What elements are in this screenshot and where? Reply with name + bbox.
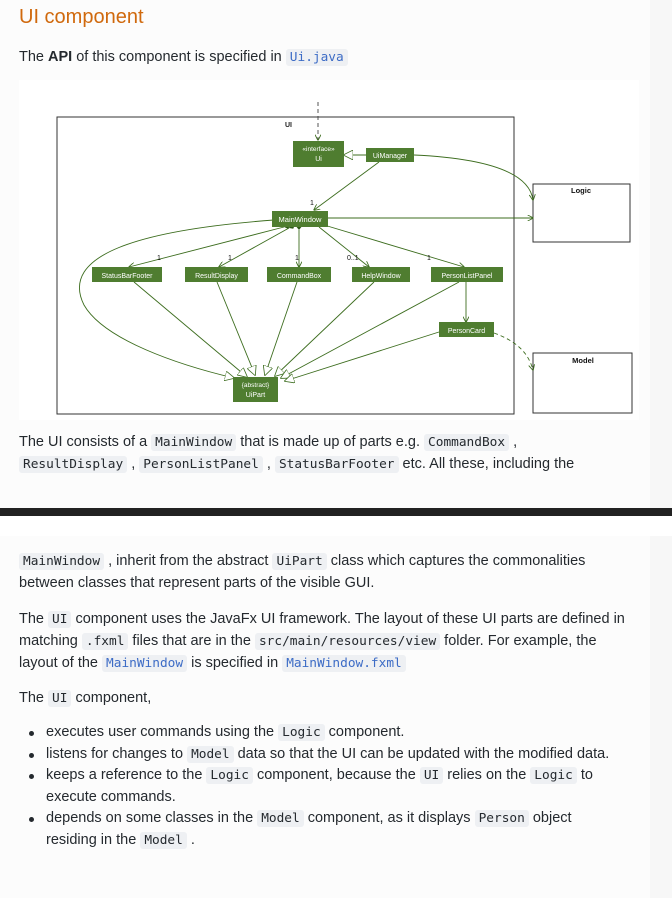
bullet3-text: keeps a reference to the <box>46 767 207 783</box>
bullet4-text: depends on some classes in the <box>46 810 258 826</box>
statusbarfooter-node <box>92 267 162 282</box>
mainwindow-name: MainWindow <box>278 215 322 224</box>
multiplicity-personlistpanel: 1 <box>427 255 431 262</box>
code-logic-2: Logic <box>206 767 253 784</box>
uipart-name: UiPart <box>245 392 266 399</box>
ui-java-link[interactable]: Ui.java <box>286 49 348 66</box>
commandbox-node <box>267 267 331 282</box>
intro-text: The <box>19 49 49 65</box>
para1-text-2: that is made up of parts e.g. <box>236 434 425 450</box>
para1-text-4: , <box>127 456 140 472</box>
model-package-label: Model <box>572 356 594 365</box>
resultdisplay-node <box>185 267 248 282</box>
para2-text: , inherit from the abstract <box>104 553 273 569</box>
bullet3-text-5: execute commands. <box>46 788 176 805</box>
personlistpanel-node <box>431 267 503 282</box>
bullet1-text: executes user commands using the <box>46 724 279 740</box>
mainwindow-node <box>272 211 328 227</box>
para3-text-6: layout of the <box>19 655 103 671</box>
bullet4-text-2: component, as it displays <box>303 810 475 826</box>
code-mainwindow: MainWindow <box>151 434 236 451</box>
para3-text-4: files that are in the <box>128 633 255 649</box>
mainwindow-fxml-link[interactable]: MainWindow.fxml <box>282 655 406 672</box>
bullet4-text-4: residing in the <box>46 831 141 848</box>
para1-line2 <box>19 453 574 476</box>
multiplicity-mainwindow: 1 <box>310 200 314 207</box>
para3-text-5: folder. For example, the <box>440 633 597 649</box>
para1-text-3: , <box>509 434 518 450</box>
multiplicity-helpwindow: 0..1 <box>347 255 359 262</box>
para3-line2 <box>19 630 597 653</box>
code-view-folder: src/main/resources/view <box>255 633 440 650</box>
para2-line2: between classes that represent parts of the visible GUI. <box>19 575 375 591</box>
bullet2-text-2: data so that the UI can be updated with the modified data. <box>233 745 610 762</box>
commandbox-name: CommandBox <box>276 273 322 280</box>
para1-text: The UI consists of a <box>19 434 152 450</box>
personcard-name: PersonCard <box>447 328 486 335</box>
ui-interface-node <box>293 141 344 167</box>
para1-text-6: etc. All these, including the <box>398 456 575 472</box>
list-item <box>19 765 639 808</box>
para1-text-5: , <box>262 456 275 472</box>
uipart-node <box>233 377 278 402</box>
code-model-2: Model <box>257 810 304 827</box>
code-ui-3: UI <box>420 767 443 784</box>
code-model: Model <box>187 746 234 763</box>
para3-text-2: component uses the JavaFx UI framework. The layout of these UI parts are defined in <box>71 611 625 627</box>
para4-text-2: component, <box>71 690 152 706</box>
list-item <box>19 808 639 851</box>
code-mainwindow-2: MainWindow <box>19 553 104 570</box>
code-fxml: .fxml <box>82 633 129 650</box>
helpwindow-node <box>352 267 410 282</box>
list-item <box>19 744 639 766</box>
para1-line1 <box>19 431 517 454</box>
para3-line3 <box>19 652 406 675</box>
ui-interface-name: Ui <box>315 156 322 163</box>
multiplicity-commandbox: 1 <box>295 255 299 262</box>
personlistpanel-name: PersonListPanel <box>441 273 493 280</box>
bullet3-text-4: to <box>576 767 593 783</box>
para4 <box>19 687 151 710</box>
multiplicity-statusbar: 1 <box>157 255 161 262</box>
page-gutter-bottom <box>650 536 672 898</box>
mainwindow-link[interactable]: MainWindow <box>102 655 187 672</box>
multiplicity-resultdisplay: 1 <box>228 255 232 262</box>
code-resultdisplay: ResultDisplay <box>19 456 127 473</box>
api-emphasis: API <box>48 49 73 65</box>
logic-package-label: Logic <box>571 186 591 195</box>
intro-text-2: of this component is specified in <box>72 49 286 65</box>
para3-text-3: matching <box>19 633 82 649</box>
para3-text: The <box>19 611 49 627</box>
para3-line1 <box>19 608 625 631</box>
personcard-node <box>439 322 494 337</box>
para2-text-2: class which captures the commonalities <box>326 553 586 569</box>
code-model-3: Model <box>140 832 187 849</box>
section-heading: UI component <box>19 6 144 28</box>
resultdisplay-name: ResultDisplay <box>195 273 238 280</box>
code-uipart: UiPart <box>272 553 326 570</box>
bullet1-text-2: component. <box>324 724 405 740</box>
bullet4-text-3: object <box>528 810 572 826</box>
statusbarfooter-name: StatusBarFooter <box>101 273 153 280</box>
bullet3-text-3: relies on the <box>443 767 531 783</box>
code-person: Person <box>475 810 529 827</box>
code-logic-3: Logic <box>530 767 577 784</box>
intro-paragraph <box>19 46 348 69</box>
code-ui-2: UI <box>48 690 71 707</box>
code-logic: Logic <box>278 724 325 741</box>
ui-class-diagram <box>19 80 639 420</box>
bullet2-text: listens for changes to <box>46 745 188 762</box>
page-divider <box>0 508 672 516</box>
code-personlistpanel: PersonListPanel <box>139 456 263 473</box>
ui-responsibilities-list <box>19 722 639 851</box>
helpwindow-name: HelpWindow <box>361 273 401 280</box>
page-gutter-top <box>650 0 672 508</box>
bullet4-text-5: . <box>186 831 195 848</box>
ui-package-label: UI <box>285 122 292 129</box>
uipart-stereotype: {abstract} <box>241 382 270 389</box>
code-commandbox: CommandBox <box>424 434 509 451</box>
code-statusbarfooter: StatusBarFooter <box>275 456 399 473</box>
para4-text: The <box>19 690 49 706</box>
bullet3-text-2: component, because the <box>252 767 420 783</box>
para2-line1 <box>19 550 585 573</box>
ui-interface-stereotype: «interface» <box>302 146 335 153</box>
uimanager-node <box>366 148 414 162</box>
list-item <box>19 722 639 744</box>
uimanager-name: UiManager <box>372 153 408 160</box>
para3-text-7: is specified in <box>187 655 283 671</box>
code-ui: UI <box>48 611 71 628</box>
